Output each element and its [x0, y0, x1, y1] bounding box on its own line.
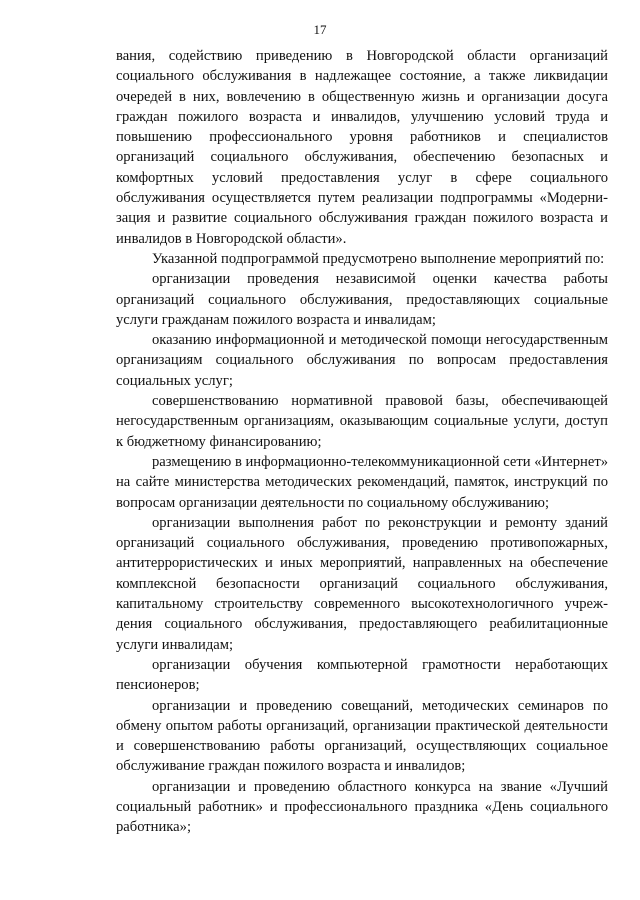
page-number: 17 — [313, 22, 327, 37]
list-item-seminars: организации и проведению совещаний, методических семинаров по обмену опытом работы организаций, организации практической деятельности и совершенствованию работы организаций, осуществляющих социальное обслуживание граждан пожилого возраста и инвалидов; — [116, 697, 608, 775]
list-item-methodical-help: оказанию информационной и методической помощи негосударственным организациям социального обслуживания по вопросам предоставления социальных услуг; — [116, 332, 608, 389]
list-item-computer-literacy: организации обучения компьютерной грамотности неработающих пенсионеров; — [116, 656, 608, 694]
list-item-legal-framework: совершенствованию нормативной правовой базы, обеспечивающей негосударственным организациям, оказывающим социальные услуги, доступ к бюджетному финансированию; — [116, 393, 608, 450]
paragraph-intro: Указанной подпрограммой предусмотрено выполнение мероприятий по: — [152, 250, 605, 267]
page-body — [116, 46, 608, 838]
list-item-reconstruction: организации выполнения работ по реконструкции и ремонту зданий организаций социального обслуживания, проведению противопожарных, антитеррористических и иных мероприятий, направленных на обеспечение комплексной безопасности организаций социального обслуживания, капитальному строительству современного высокотехнологичного учреждения социального обслуживания, предоставляющего реабилитационные услуги инвалидам; — [116, 514, 608, 653]
list-item-quality-assessment: организации проведения независимой оценки качества работы организаций социального обслуживания, предоставляющих социальные услуги гражданам пожилого возраста и инвалидам; — [116, 271, 608, 328]
list-item-contest: организации и проведению областного конкурса на звание «Лучший социальный работник» и профессионального праздника «День социального работника»; — [116, 778, 608, 836]
list-item-internet-publication: размещению в информационно-телекоммуникационной сети «Интернет» на сайте министерства методических рекомендаций, памяток, инструкций по вопросам организации деятельности по социальному обслуживанию; — [116, 453, 608, 511]
paragraph-continuation: вания, содействию приведению в Новгородской области организаций социального обслуживания в надлежащее состояние, а также ликвидации очередей в них, вовлечению в общественную жизнь и организации досуга граждан пожилого возраста и инвалидов, улучшению условий труда и повышению профессионального уровня работников и специалистов организаций социального обслуживания, обеспечению безопасных и комфортных условий предоставления услуг в сфере социального обслуживания осуществляется путем реализации подпрограммы «Модернизация и развитие социального обслуживания граждан пожилого возраста и инвалидов в Новгородской области». — [116, 48, 608, 247]
